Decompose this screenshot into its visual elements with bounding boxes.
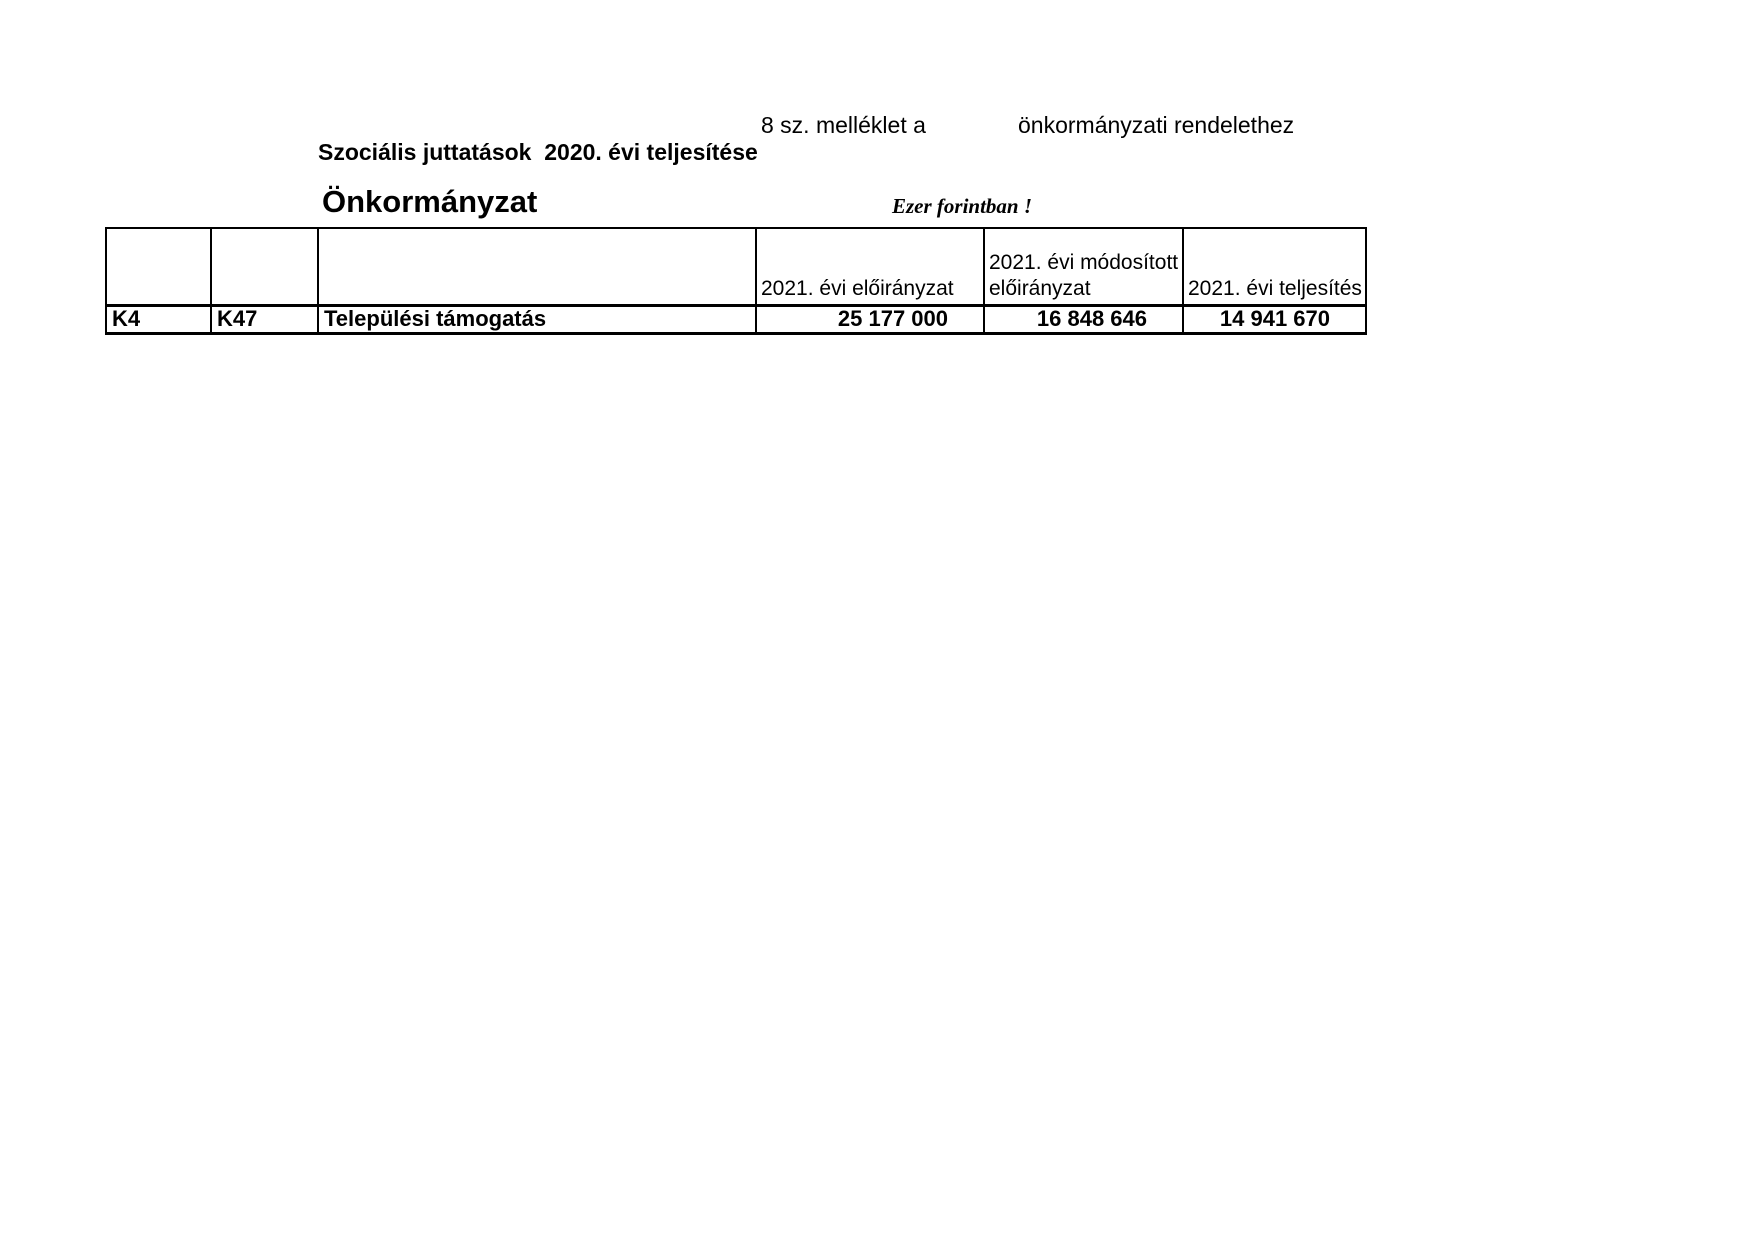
attachment-note-left: 8 sz. melléklet a (761, 112, 926, 138)
header-cell-code-sub (211, 228, 318, 306)
header-cell-code-main (106, 228, 211, 306)
document-subtitle: Szociális juttatások 2020. évi teljesítése (318, 139, 758, 165)
cell-budget: 25 177 000 (756, 306, 984, 334)
header-cell-budget: 2021. évi előirányzat (756, 228, 984, 306)
header-cell-actual: 2021. évi teljesítés (1183, 228, 1366, 306)
header-cell-modified-budget: 2021. évi módosított előirányzat (984, 228, 1183, 306)
table-row (106, 306, 1366, 334)
attachment-note-right: önkormányzati rendelethez (1018, 112, 1295, 138)
cell-code-main: K4 (106, 306, 211, 334)
table-header-row (106, 228, 1366, 306)
cell-actual: 14 941 670 (1183, 306, 1366, 334)
unit-note: Ezer forintban ! (892, 194, 1033, 218)
cell-code-sub: K47 (211, 306, 318, 334)
header-cell-name (318, 228, 756, 306)
cell-name: Települési támogatás (318, 306, 756, 334)
budget-table (105, 227, 1367, 335)
cell-modified-budget: 16 848 646 (984, 306, 1183, 334)
section-title: Önkormányzat (322, 184, 538, 219)
